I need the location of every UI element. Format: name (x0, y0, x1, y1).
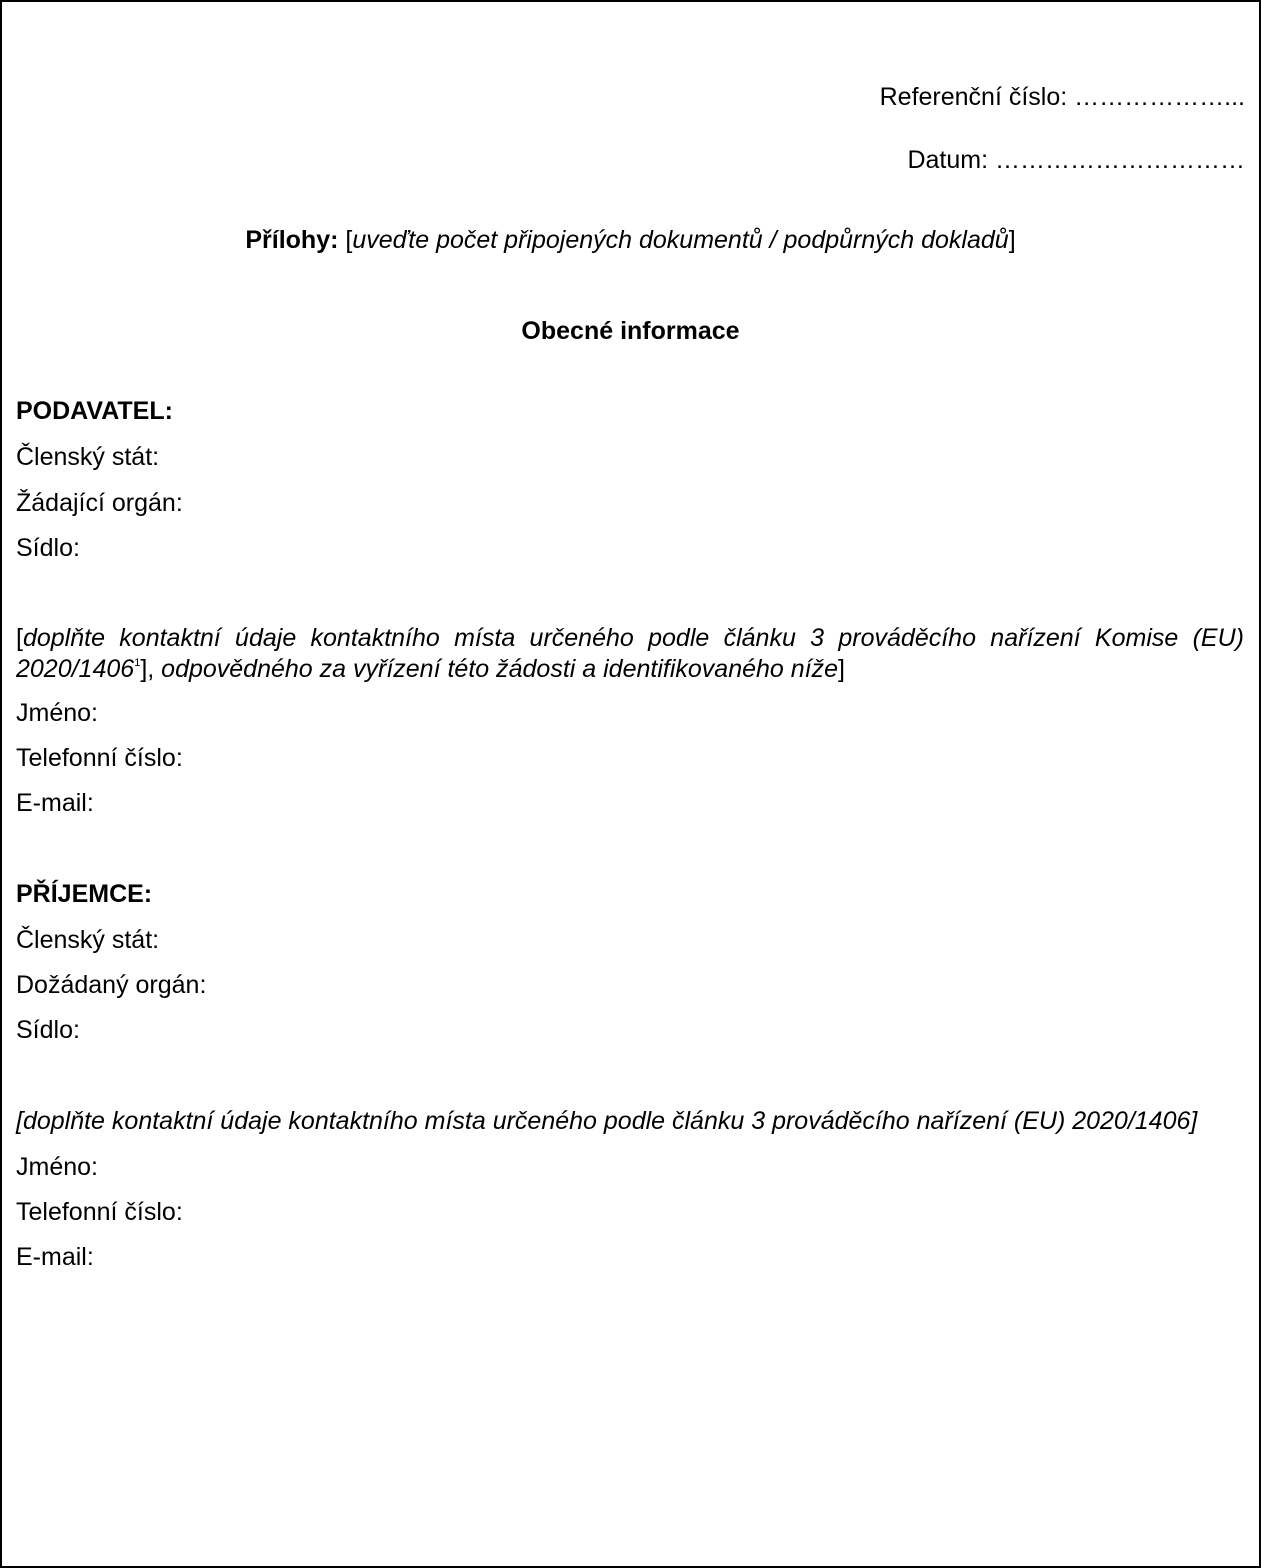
recipient-member-state: Členský stát: (16, 926, 160, 954)
attachments-instruction: uveďte počet připojených dokumentů / podpůrných dokladů (352, 226, 1009, 254)
sender-phone: Telefonní číslo: (16, 744, 183, 772)
recipient-name: Jméno: (16, 1153, 98, 1181)
sender-email: E-mail: (16, 789, 94, 817)
recipient-heading: PŘÍJEMCE: (16, 880, 153, 908)
attachments-bracket-open: [ (345, 226, 353, 254)
sender-heading: PODAVATEL: (16, 397, 173, 425)
section-title: Obecné informace (521, 317, 740, 345)
sender-authority: Žádající orgán: (16, 489, 183, 517)
attachments-bracket-close: ] (1008, 226, 1016, 254)
sender-note-bracket-mid: ], (140, 655, 155, 683)
attachments-label: Přílohy: (245, 226, 339, 254)
sender-note-text-2: odpovědného za vyřízení této žádosti a identifikovaného níže (154, 655, 839, 683)
attachments-line (0, 225, 1261, 255)
date-dots: ………………………… (995, 146, 1245, 174)
recipient-seat: Sídlo: (16, 1016, 80, 1044)
recipient-email: E-mail: (16, 1243, 94, 1271)
reference-number-dots: ………………... (1074, 83, 1245, 111)
date-field (907, 145, 1245, 175)
sender-contact-note (16, 623, 1244, 685)
reference-number-field (880, 82, 1245, 112)
sender-name: Jméno: (16, 699, 98, 727)
date-label: Datum: (907, 146, 989, 174)
sender-note-bracket-open: [ (16, 624, 23, 652)
reference-number-label: Referenční číslo: (879, 83, 1068, 111)
sender-note-text-1: doplňte kontaktní údaje kontaktního místa určeného podle článku 3 prováděcího nařízení Komise (EU) 2020/1406 (16, 624, 1244, 683)
sender-note-bracket-close: ] (838, 655, 845, 683)
sender-seat: Sídlo: (16, 534, 80, 562)
footnote-ref: 1 (134, 657, 141, 669)
sender-member-state: Členský stát: (16, 443, 160, 471)
recipient-authority: Dožádaný orgán: (16, 971, 207, 999)
recipient-phone: Telefonní číslo: (16, 1198, 183, 1226)
recipient-contact-note: [doplňte kontaktní údaje kontaktního místa určeného podle článku 3 prováděcího nařízení (EU) 2020/1406] (16, 1107, 1198, 1135)
